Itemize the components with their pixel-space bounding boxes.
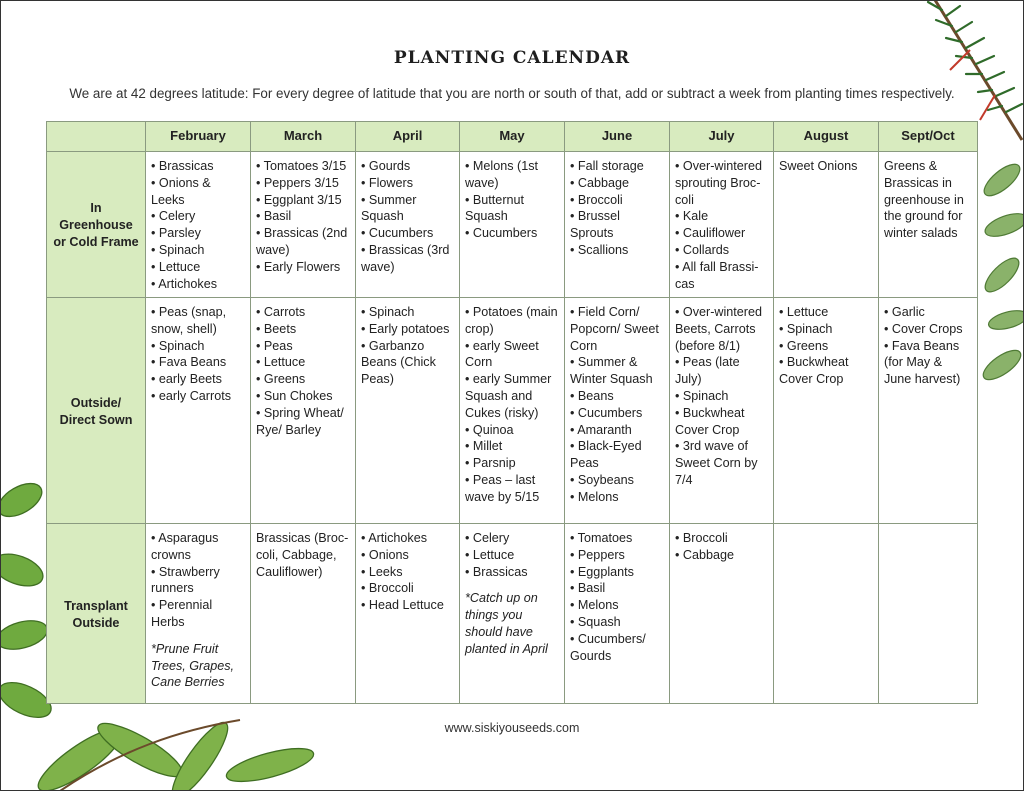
cell-entry: • Black-Eyed Peas [570,439,642,471]
table-cell [774,298,879,524]
cell-entry: • Garlic [884,305,925,319]
header-row [47,122,978,152]
cell-entry: • Carrots [256,305,306,319]
table-cell [460,298,565,524]
cell-entry: • Leeks [361,564,403,579]
cell-entry: • Tomatoes [570,531,633,545]
cell-entry: • Peppers 3/15 [256,175,339,190]
cell-entry: • Cabbage [570,175,630,190]
cell-entry: • Celery [465,531,510,545]
table-cell [146,298,251,524]
table-cell [146,524,251,704]
cell-entry: • Tomatoes 3/15 [256,159,347,173]
cell-entry: • Spring Wheat/ Rye/ Barley [256,405,344,437]
cell-entry: • early Carrots [151,388,231,403]
cell-entry: • Basil [570,581,606,596]
table-cell [460,152,565,298]
cell-entry: • Scallions [570,242,629,257]
cell-entry: • Over-wintered Beets, Carrots (before 8/1) [675,305,762,353]
row-header-greenhouse: In Greenhouse or Cold Frame [47,152,146,298]
table-cell [460,524,565,704]
cell-entry: • Melons [570,598,619,613]
table-cell [774,152,879,298]
cell-entry: • Brassicas [151,159,214,173]
column-header-august: August [774,122,879,152]
cell-entry: • Peas – last wave by 5/15 [465,472,540,504]
corner-cell [47,122,146,152]
table-cell [879,524,978,704]
cell-entry: • All fall Brassi-cas [675,259,759,291]
table-cell [879,152,978,298]
cell-entry: • Fava Beans [151,355,227,370]
cell-note: *Prune Fruit Trees, Grapes, Cane Berries [151,641,235,690]
table-cell [356,524,460,704]
cell-entry: • Peppers [570,547,625,562]
table-cell [879,298,978,524]
cell-entry: • early Sweet Corn [465,338,539,370]
cell-entry: • Head Lettuce [361,598,444,613]
cell-entry: • Artichokes [151,276,218,291]
cell-entry: • Soybeans [570,472,634,487]
cell-entry: • Peas (snap, snow, shell) [151,305,227,336]
cell-entry: • Onions [361,547,409,562]
table-cell [146,152,251,298]
cell-entry: • Asparagus crowns [151,531,219,562]
cell-entry: • Squash [570,614,621,629]
cell-entry: • Perennial Herbs [151,598,213,629]
cell-entry: • Cover Crops [884,321,963,336]
cell-entry: • Field Corn/ Popcorn/ Sweet Corn [570,305,659,353]
cell-entry: • Lettuce [779,305,829,319]
cell-entry: • Buckwheat Cover Crop [675,405,745,437]
cell-entry: • Cucumbers/ Gourds [570,631,646,663]
cell-entry: • Early Flowers [256,259,341,274]
cell-entry: • Flowers [361,175,413,190]
column-header-february: February [146,122,251,152]
cell-entry: • Cauliflower [675,226,746,241]
row-header-transplant: Transplant Outside [47,524,146,704]
cell-entry: • Lettuce [256,355,306,370]
cell-entry: • Early potatoes [361,321,450,336]
planting-calendar-table [46,121,978,704]
cell-entry: • Over-wintered sprouting Broc-coli [675,159,762,207]
cell-entry: • Brassicas (3rd wave) [361,242,450,274]
row-header-direct-sown: Outside/ Direct Sown [47,298,146,524]
cell-entry: • Onions & Leeks [151,175,211,207]
cell-entry: • Brassicas [465,564,528,579]
cell-entry: • Peas [256,338,293,353]
cell-entry: • Spinach [361,305,415,319]
cell-entry: • Broccoli [570,192,623,207]
cell-entry: • Quinoa [465,422,514,437]
cell-entry: • Parsley [151,226,201,241]
column-header-june: June [565,122,670,152]
page-title: PLANTING CALENDAR [393,48,631,68]
cell-entry: • Brassicas (2nd wave) [256,226,348,257]
cell-entry: • Spinach [675,388,729,403]
column-header-march: March [251,122,356,152]
cell-entry: Greens & Brassicas in greenhouse in the ground for winter salads [884,159,964,241]
table-cell [670,298,774,524]
cell-entry: • Butternut Squash [465,192,525,224]
cell-entry: • Brussel Sprouts [570,209,620,241]
column-header-july: July [670,122,774,152]
table-cell [356,152,460,298]
table-cell [670,152,774,298]
table-cell [670,524,774,704]
latitude-note: We are at 42 degrees latitude: For every degree of latitude that you are north or south of that, add or subtract a week from planting times respectively. [69,86,955,101]
cell-entry: • early Beets [151,372,222,387]
cell-entry: • Cucumbers [465,226,538,241]
sage-leaves-illustration [972,150,1024,390]
cell-entry: • Spinach [151,242,205,257]
cell-entry: • Sun Chokes [256,388,333,403]
cell-entry: • Strawberry runners [151,564,220,596]
cell-entry: • Fava Beans (for May & June harvest) [884,338,961,387]
cell-entry: • Broccoli [361,581,414,596]
table-cell [565,524,670,704]
cell-entry: • early Summer Squash and Cukes (risky) [465,372,552,420]
cell-entry: • Cucumbers [361,226,434,241]
cell-entry: • Kale [675,209,709,224]
cell-entry: • Artichokes [361,531,428,545]
cell-entry: • Melons [570,489,619,504]
table-cell [251,298,356,524]
table-cell [565,152,670,298]
cell-entry: • Beans [570,388,614,403]
cell-entry: • Greens [779,338,829,353]
cell-entry: • Potatoes (main crop) [465,305,558,336]
cell-entry: • Beets [256,321,297,336]
cell-entry: • Garbanzo Beans (Chick Peas) [361,338,436,387]
table-cell [565,298,670,524]
cell-entry: • Summer & Winter Squash [570,355,653,387]
cell-entry: • Fall storage [570,159,644,173]
cell-entry: • Peas (late July) [675,355,740,387]
cell-entry: • Millet [465,439,503,454]
table-cell [251,524,356,704]
table-row [47,524,978,704]
cell-entry: • Eggplant 3/15 [256,192,342,207]
cell-entry: • Collards [675,242,730,257]
cell-entry: • Lettuce [465,547,515,562]
cell-entry: Sweet Onions [779,159,858,173]
cell-note: *Catch up on things you should have planted in April [465,591,548,656]
cell-entry: • Amaranth [570,422,632,437]
cell-entry: • Spinach [151,338,205,353]
cell-entry: • Lettuce [151,259,201,274]
cell-entry: • Basil [256,209,292,224]
cell-entry: • Melons (1st wave) [465,159,538,190]
table-cell [251,152,356,298]
cell-entry: • Spinach [779,321,833,336]
cell-entry: • Cucumbers [570,405,643,420]
table-row [47,152,978,298]
cell-entry: • Celery [151,209,196,224]
column-header-sept-oct: Sept/Oct [879,122,978,152]
cell-entry: • Gourds [361,159,411,173]
table-cell [356,298,460,524]
cell-entry: • Summer Squash [361,192,417,224]
cell-entry: • Cabbage [675,547,735,562]
cell-entry: • Broccoli [675,531,728,545]
cell-entry: • 3rd wave of Sweet Corn by 7/4 [675,439,758,487]
cell-entry: • Eggplants [570,564,634,579]
column-header-may: May [460,122,565,152]
cell-entry: Brassicas (Broc-coli, Cabbage, Cauliflower) [256,531,349,579]
website-footer: www.siskiyouseeds.com [444,721,580,735]
cell-entry: • Greens [256,372,306,387]
cell-entry: • Parsnip [465,456,516,471]
cell-entry: • Buckwheat Cover Crop [779,355,849,387]
column-header-april: April [356,122,460,152]
table-cell [774,524,879,704]
table-row [47,298,978,524]
